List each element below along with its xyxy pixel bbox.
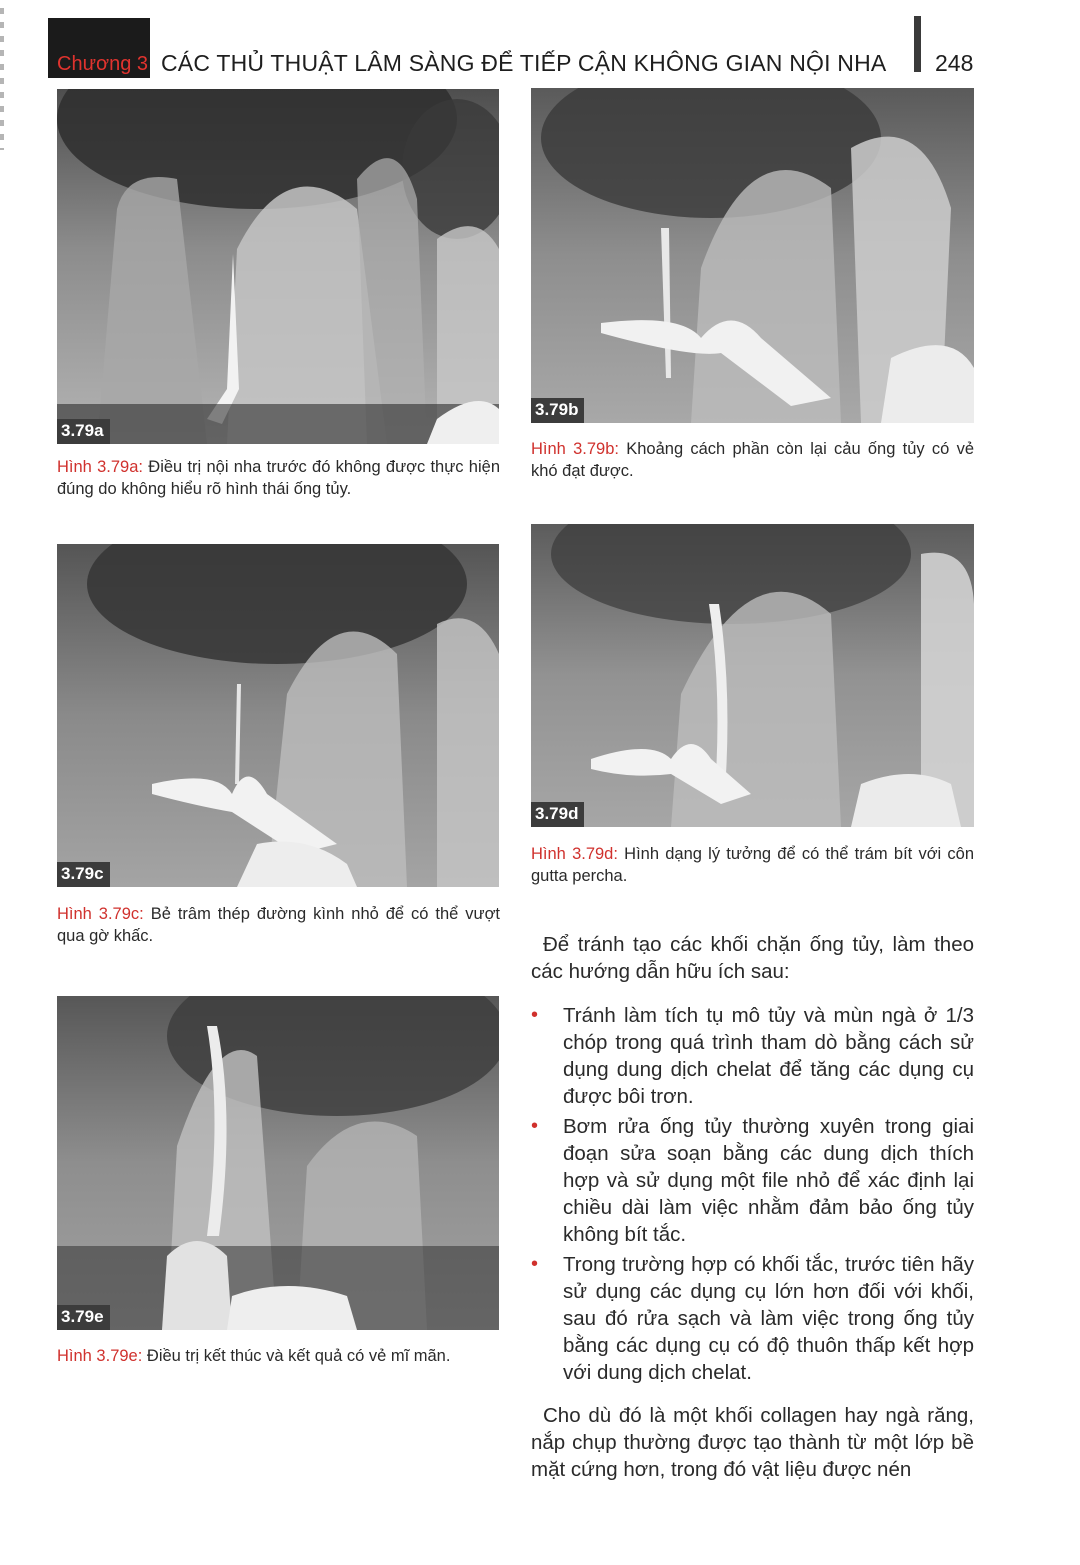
caption-text: Bẻ trâm thép đường kình nhỏ để có thể vượt qua gờ khấc. xyxy=(57,905,500,945)
bullet-icon: • xyxy=(531,1253,539,1275)
figure-caption xyxy=(57,456,500,500)
caption-label: Hình 3.79d: xyxy=(531,845,618,863)
figure-label: 3.79a xyxy=(57,419,110,444)
caption-text: Khoảng cách phần còn lại cảu ống tủy có vẻ khó đạt được. xyxy=(531,440,975,480)
caption-label: Hình 3.79a: xyxy=(57,458,143,476)
list-item-text: Bơm rửa ống tủy thường xuyên trong giai đoạn sửa soạn bằng các dung dịch thích hợp và sử dụng một file nhỏ để xác định lại chiều dài làm việc nhằm đảm bảo ống tủy không bít tắc. xyxy=(563,1115,974,1246)
intro-paragraph: Để tránh tạo các khối chặn ống tủy, làm theo các hướng dẫn hữu ích sau: xyxy=(531,933,974,983)
list-item xyxy=(531,1251,974,1386)
figure-caption xyxy=(531,438,974,482)
list-item xyxy=(531,1113,974,1248)
caption-text: Điều trị nội nha trước đó không được thực hiện đúng do không hiểu rõ hình thái ống tủy. xyxy=(57,458,500,498)
figure-caption xyxy=(57,903,500,947)
bullet-icon: • xyxy=(531,1115,539,1137)
figure-label: 3.79b xyxy=(531,398,584,423)
chapter-tag: Chương 3 xyxy=(57,53,148,75)
caption-text: Điều trị kết thúc và kết quả có vẻ mĩ mãn. xyxy=(142,1347,451,1365)
caption-label: Hình 3.79b: xyxy=(531,440,619,458)
figure-caption xyxy=(531,843,974,887)
figure-3-79d xyxy=(531,524,974,827)
figure-3-79a xyxy=(57,89,499,444)
page-header xyxy=(48,16,988,80)
page-number: 248 xyxy=(935,50,974,76)
xray-image xyxy=(57,996,499,1330)
header-divider xyxy=(914,16,921,72)
xray-image xyxy=(531,88,974,423)
figure-caption xyxy=(57,1345,500,1367)
closing-paragraph: Cho dù đó là một khối collagen hay ngà răng, nắp chụp thường được tạo thành từ một lớp bề mặt cứng hơn, trong đó vật liệu được nén xyxy=(531,1404,974,1481)
caption-text: Hình dạng lý tưởng để có thể trám bít với côn gutta percha. xyxy=(531,845,975,885)
xray-image xyxy=(531,524,974,827)
figure-label: 3.79c xyxy=(57,862,110,887)
guideline-list xyxy=(531,1002,974,1389)
figure-3-79e xyxy=(57,996,499,1330)
xray-image xyxy=(57,544,499,887)
list-item-text: Tránh làm tích tụ mô tủy và mùn ngà ở 1/3 chóp trong quá trình tham dò bằng cách sử dụng dung dịch chelat để tăng các dụng cụ được bôi trơn. xyxy=(563,1004,974,1108)
caption-label: Hình 3.79c: xyxy=(57,905,144,923)
chapter-title: CÁC THỦ THUẬT LÂM SÀNG ĐỂ TIẾP CẬN KHÔNG GIAN NỘI NHA xyxy=(161,50,887,76)
figure-3-79c xyxy=(57,544,499,887)
caption-label: Hình 3.79e: xyxy=(57,1347,143,1365)
figure-label: 3.79d xyxy=(531,802,584,827)
figure-3-79b xyxy=(531,88,974,423)
list-item-text: Trong trường hợp có khối tắc, trước tiên hãy sử dụng các dụng cụ lớn hơn đối với khối, sau đó rửa sạch và làm việc trong ống tủy bằng các dụng cụ có độ thuôn thấp kết hợp với dung dịch chelat. xyxy=(563,1253,974,1384)
bullet-icon: • xyxy=(531,1004,539,1026)
xray-image xyxy=(57,89,499,444)
margin-marks xyxy=(0,8,4,150)
list-item xyxy=(531,1002,974,1110)
figure-label: 3.79e xyxy=(57,1305,110,1330)
